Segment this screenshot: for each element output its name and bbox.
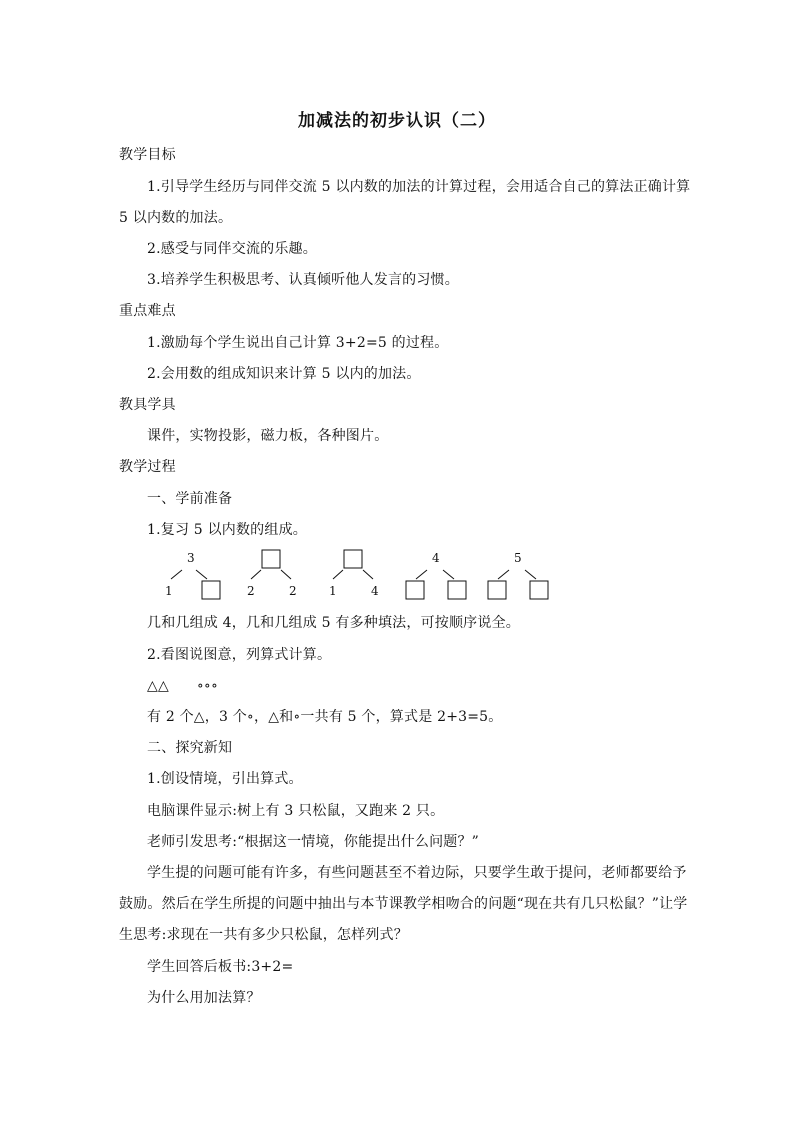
look-text: 2.看图说图意，列算式计算。	[147, 647, 332, 663]
fill-note: 几和几组成 4，几和几组成 5 有多种填法，可按顺序说全。	[147, 615, 520, 631]
number-composition-diagram	[160, 548, 560, 604]
group1-left-number: 1	[165, 584, 173, 598]
tools-text: 课件，实物投影，磁力板，各种图片。	[147, 428, 389, 444]
group1-answer-box	[202, 581, 220, 599]
shapes-sentence: 有 2 个△，3 个∘，△和∘一共有 5 个，算式是 2+3=5。	[147, 709, 503, 725]
heading-process: 教学过程	[119, 459, 176, 475]
heading-tools: 教具学具	[119, 397, 176, 413]
part-1-heading: 一、学前准备	[147, 491, 233, 507]
group4-top-number: 4	[432, 551, 440, 565]
group3-answer-box	[344, 550, 362, 568]
goal-1-line-2: 5 以内数的加法。	[119, 210, 233, 226]
heading-goals: 教学目标	[119, 147, 176, 163]
goal-2: 2.感受与同伴交流的乐趣。	[147, 241, 317, 257]
group4-right-box	[448, 581, 466, 599]
board-text: 学生回答后板书:3+2=	[147, 959, 294, 975]
group2-right-number: 2	[289, 584, 297, 598]
paragraph-line-2: 鼓励。然后在学生所提的问题中抽出与本节课教学相吻合的问题“现在共有几只松鼠？”让学	[119, 896, 688, 912]
group1-top-number: 3	[187, 551, 195, 565]
group5-right-branch	[525, 570, 536, 579]
goal-1-line-1: 1.引导学生经历与同伴交流 5 以内数的加法的计算过程，会用适合自己的算法正确计算	[147, 179, 691, 195]
group4-left-box	[406, 581, 424, 599]
review-text: 1.复习 5 以内数的组成。	[147, 522, 307, 538]
keypoint-2: 2.会用数的组成知识来计算 5 以内的加法。	[147, 366, 421, 382]
why-text: 为什么用加法算？	[147, 990, 261, 1006]
computer-text: 电脑课件显示:树上有 3 只松鼠，又跑来 2 只。	[147, 803, 445, 819]
group2-left-branch	[251, 570, 261, 579]
group2-answer-box	[262, 550, 280, 568]
shapes-row: △△ ∘∘∘	[147, 678, 219, 694]
group1-left-branch	[171, 570, 182, 579]
group5-top-number: 5	[514, 551, 522, 565]
heading-keypoints: 重点难点	[119, 303, 176, 319]
group3-right-branch	[363, 570, 373, 579]
goal-3: 3.培养学生积极思考、认真倾听他人发言的习惯。	[147, 272, 459, 288]
group5-left-box	[488, 581, 506, 599]
group2-left-number: 2	[247, 584, 255, 598]
situation-text: 1.创设情境，引出算式。	[147, 771, 303, 787]
group2-right-branch	[281, 570, 291, 579]
group4-left-branch	[416, 570, 427, 579]
group5-left-branch	[498, 570, 509, 579]
teacher-text: 老师引发思考:“根据这一情境，你能提出什么问题？”	[147, 834, 480, 850]
paragraph-line-1: 学生提的问题可能有许多，有些问题甚至不着边际，只要学生敢于提问，老师都要给予	[147, 865, 687, 881]
paragraph-line-3: 生思考:求现在一共有多少只松鼠，怎样列式？	[119, 927, 408, 943]
part-2-heading: 二、探究新知	[147, 740, 233, 756]
group3-left-number: 1	[329, 584, 337, 598]
group5-right-box	[530, 581, 548, 599]
group3-left-branch	[333, 570, 343, 579]
group1-right-branch	[196, 570, 207, 579]
keypoint-1: 1.激励每个学生说出自己计算 3+2=5 的过程。	[147, 335, 449, 351]
page-title: 加减法的初步认识（二）	[298, 111, 496, 131]
group4-right-branch	[443, 570, 454, 579]
group3-right-number: 4	[371, 584, 379, 598]
